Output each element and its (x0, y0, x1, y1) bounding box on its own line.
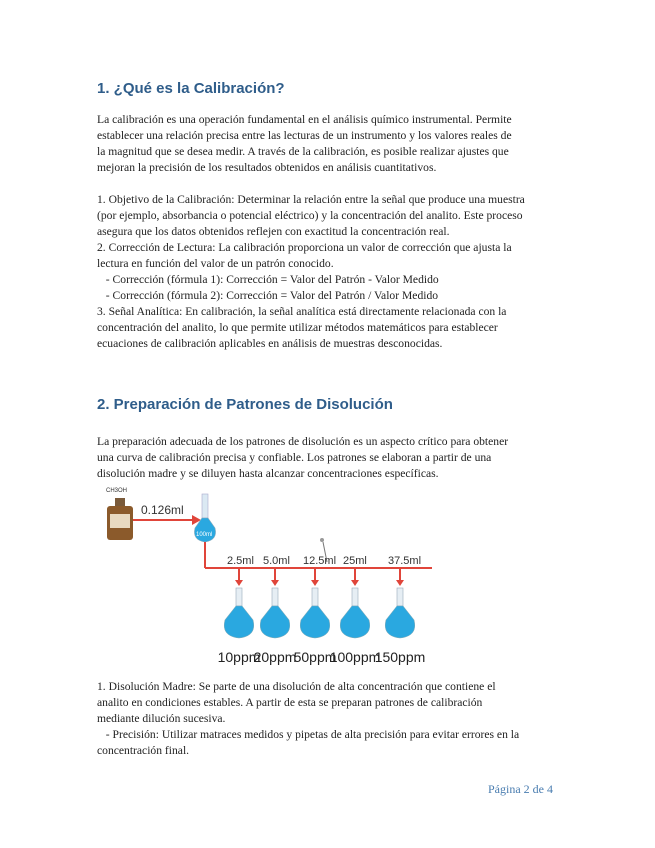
text-line: mediante dilución sucesiva. (97, 712, 226, 725)
text-line: mejoran la precisión de los resultados obtenidos en análisis cuantitativos. (97, 161, 437, 174)
bottle-label: CH3OH (106, 488, 128, 494)
arrow-head-icon (311, 580, 319, 586)
arrow-head-icon (396, 580, 404, 586)
standard-flasks (224, 588, 414, 638)
concentration-label: 150ppm (374, 649, 426, 665)
volumetric-flask-icon (260, 588, 289, 638)
text-line: concentración del analito, lo que permite utilizar métodos matemáticos para establecer (97, 321, 498, 334)
page-number: Página 2 de 4 (488, 782, 553, 796)
stock-flask-label: 100ml (196, 532, 213, 538)
arrow-head-icon (351, 580, 359, 586)
aliquot-label: 12.5ml (303, 555, 337, 567)
text-line: La preparación adecuada de los patrones de disolución es un aspecto crítico para obtener (97, 435, 509, 448)
text-line: establecer una relación precisa entre las lecturas de un instrumento y los valores reales de (97, 129, 512, 142)
text-line: disolución madre y se diluyen hasta alcanzar concentraciones específicas. (97, 467, 439, 480)
text-line: (por ejemplo, absorbancia o potencial eléctrico) y la concentración del analito. Este proceso (97, 209, 523, 222)
text-line: 1. Objetivo de la Calibración: Determinar la relación entre la señal que produce una muestra (97, 193, 525, 206)
concentration-label: 10ppm (217, 649, 261, 665)
volumetric-flask-icon (340, 588, 369, 638)
volumetric-flask-icon (224, 588, 253, 638)
section-2-intro (97, 434, 567, 482)
volumetric-flask-icon (300, 588, 329, 638)
section-1-heading: 1. ¿Qué es la Calibración? (97, 80, 285, 97)
arrow-head-icon (235, 580, 243, 586)
text-line: 2. Corrección de Lectura: La calibración proporciona un valor de corrección que ajusta la (97, 241, 512, 254)
aliquot-labels (227, 555, 421, 586)
text-line: una curva de calibración precisa y confiable. Los patrones se elaboran a partir de una (97, 451, 492, 464)
text-line: ecuaciones de calibración aplicables en análisis de muestras desconocidas. (97, 337, 443, 350)
text-line: 3. Señal Analítica: En calibración, la señal analítica está directamente relacionada con la (97, 305, 507, 318)
stock-bottle-icon (107, 498, 133, 540)
text-line: la magnitud que se desea medir. A través de la calibración, es posible realizar ajustes que (97, 145, 509, 158)
section-1-points (97, 192, 567, 352)
aliquot-label: 37.5ml (388, 555, 422, 567)
text-line: - Precisión: Utilizar matraces medidos y pipetas de alta precisión para evitar errores en la (100, 728, 520, 741)
text-line: concentración final. (97, 744, 190, 757)
concentration-labels (218, 649, 426, 665)
text-line: La calibración es una operación fundamental en el análisis químico instrumental. Permite (97, 113, 512, 126)
aliquot-label: 25ml (343, 555, 367, 567)
text-line: 1. Disolución Madre: Se parte de una disolución de alta concentración que contiene el (97, 680, 496, 693)
concentration-label: 20ppm (253, 649, 297, 665)
section-2-heading: 2. Preparación de Patrones de Disolución (97, 396, 393, 413)
stock-volume-label: 0.126ml (141, 503, 184, 517)
volumetric-flask-icon (385, 588, 414, 638)
dilution-diagram (97, 484, 447, 670)
section-2-points (97, 679, 567, 759)
text-line: asegura que los datos obtenidos reflejen con exactitud la concentración real. (97, 225, 450, 238)
text-line: lectura en función del valor de un patrón conocido. (97, 257, 334, 270)
formula-line: - Corrección (fórmula 2): Corrección = Valor del Patrón / Valor Medido (100, 289, 439, 302)
concentration-label: 50ppm (293, 649, 337, 665)
concentration-label: 100ppm (329, 649, 381, 665)
text-line: analito en condiciones estables. A partir de esta se preparan patrones de calibración (97, 696, 483, 709)
arrow-head-icon (271, 580, 279, 586)
aliquot-label: 5.0ml (263, 555, 290, 567)
aliquot-label: 2.5ml (227, 555, 254, 567)
formula-line: - Corrección (fórmula 1): Corrección = Valor del Patrón - Valor Medido (100, 273, 439, 286)
section-1-intro (97, 112, 567, 176)
